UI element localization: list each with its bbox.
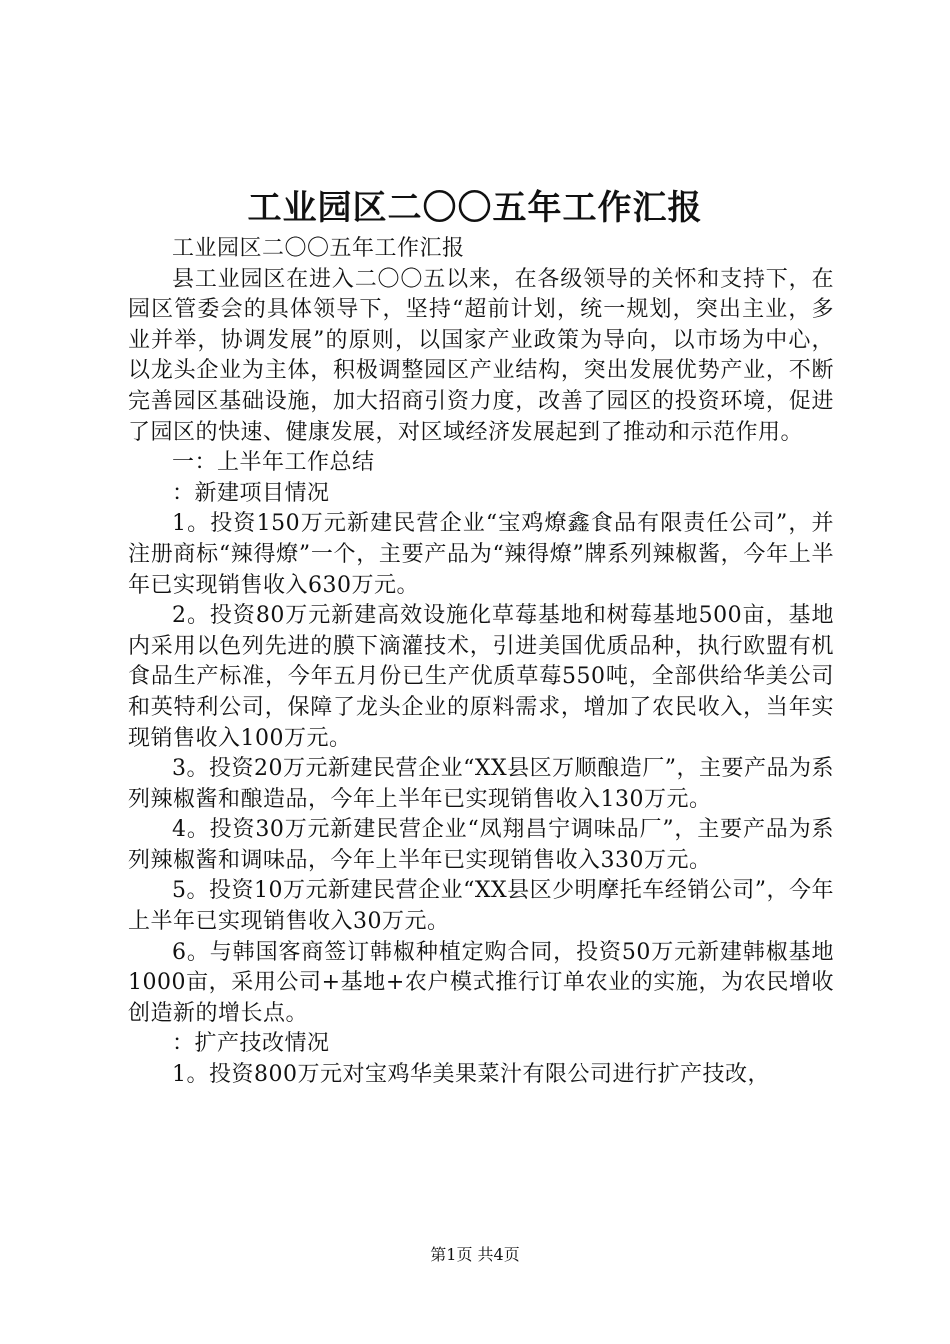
paragraph-item-2: 2。投资80万元新建高效设施化草莓基地和树莓基地500亩，基地内采用以色列先进的膜下滴灌技术，引进美国优质品种，执行欧盟有机食品生产标准，今年五月份已生产优质草莓550吨，全部供给华美公司和英特利公司，保障了龙头企业的原料需求，增加了农民收入，当年实现销售收入100万元。 bbox=[128, 603, 834, 751]
paragraph-item-1: 1。投资150万元新建民营企业“宝鸡燎鑫食品有限责任公司”，并注册商标“辣得燎”一个，主要产品为“辣得燎”牌系列辣椒酱，今年上半年已实现销售收入630万元。 bbox=[128, 511, 834, 598]
document-body bbox=[128, 234, 834, 1091]
subsection-heading-expansion: ：扩产技改情况 bbox=[172, 1031, 330, 1057]
paragraph-item-5: 5。投资10万元新建民营企业“XX县区少明摩托车经销公司”，今年上半年已实现销售收入30万元。 bbox=[128, 878, 834, 935]
subsection-heading-new-projects: ：新建项目情况 bbox=[172, 480, 330, 506]
paragraph-item-4: 4。投资30万元新建民营企业“凤翔昌宁调味品厂”，主要产品为系列辣椒酱和调味品，今年上半年已实现销售收入330万元。 bbox=[128, 817, 834, 873]
paragraph-item-3: 3。投资20万元新建民营企业“XX县区万顺酿造厂”，主要产品为系列辣椒酱和酿造品，今年上半年已实现销售收入130万元。 bbox=[128, 756, 834, 812]
page-footer: 第1页 共4页 bbox=[430, 1245, 520, 1264]
paragraph-item-6: 6。与韩国客商签订韩椒种植定购合同，投资50万元新建韩椒基地1000亩，采用公司+基地+农户模式推行订单农业的实施，为农民增收创造新的增长点。 bbox=[128, 939, 834, 1026]
section-heading-half-year-summary: 一：上半年工作总结 bbox=[172, 450, 375, 476]
document-title: 工业园区二〇〇五年工作汇报 bbox=[247, 188, 703, 228]
paragraph-intro: 县工业园区在进入二〇〇五以来，在各级领导的关怀和支持下，在园区管委会的具体领导下，坚持“超前计划，统一规划，突出主业，多业并举，协调发展”的原则，以国家产业政策为导向，以市场为中心，以龙头企业为主体，积极调整园区产业结构，突出发展优势产业，不断完善园区基础设施，加大招商引资力度，改善了园区的投资环境，促进了园区的快速、健康发展，对区域经济发展起到了推动和示范作用。 bbox=[128, 266, 834, 445]
paragraph-expansion-item-1: 1。投资800万元对宝鸡华美果菜汁有限公司进行扩产技改， bbox=[172, 1062, 770, 1088]
paragraph-subtitle: 工业园区二〇〇五年工作汇报 bbox=[172, 236, 465, 261]
